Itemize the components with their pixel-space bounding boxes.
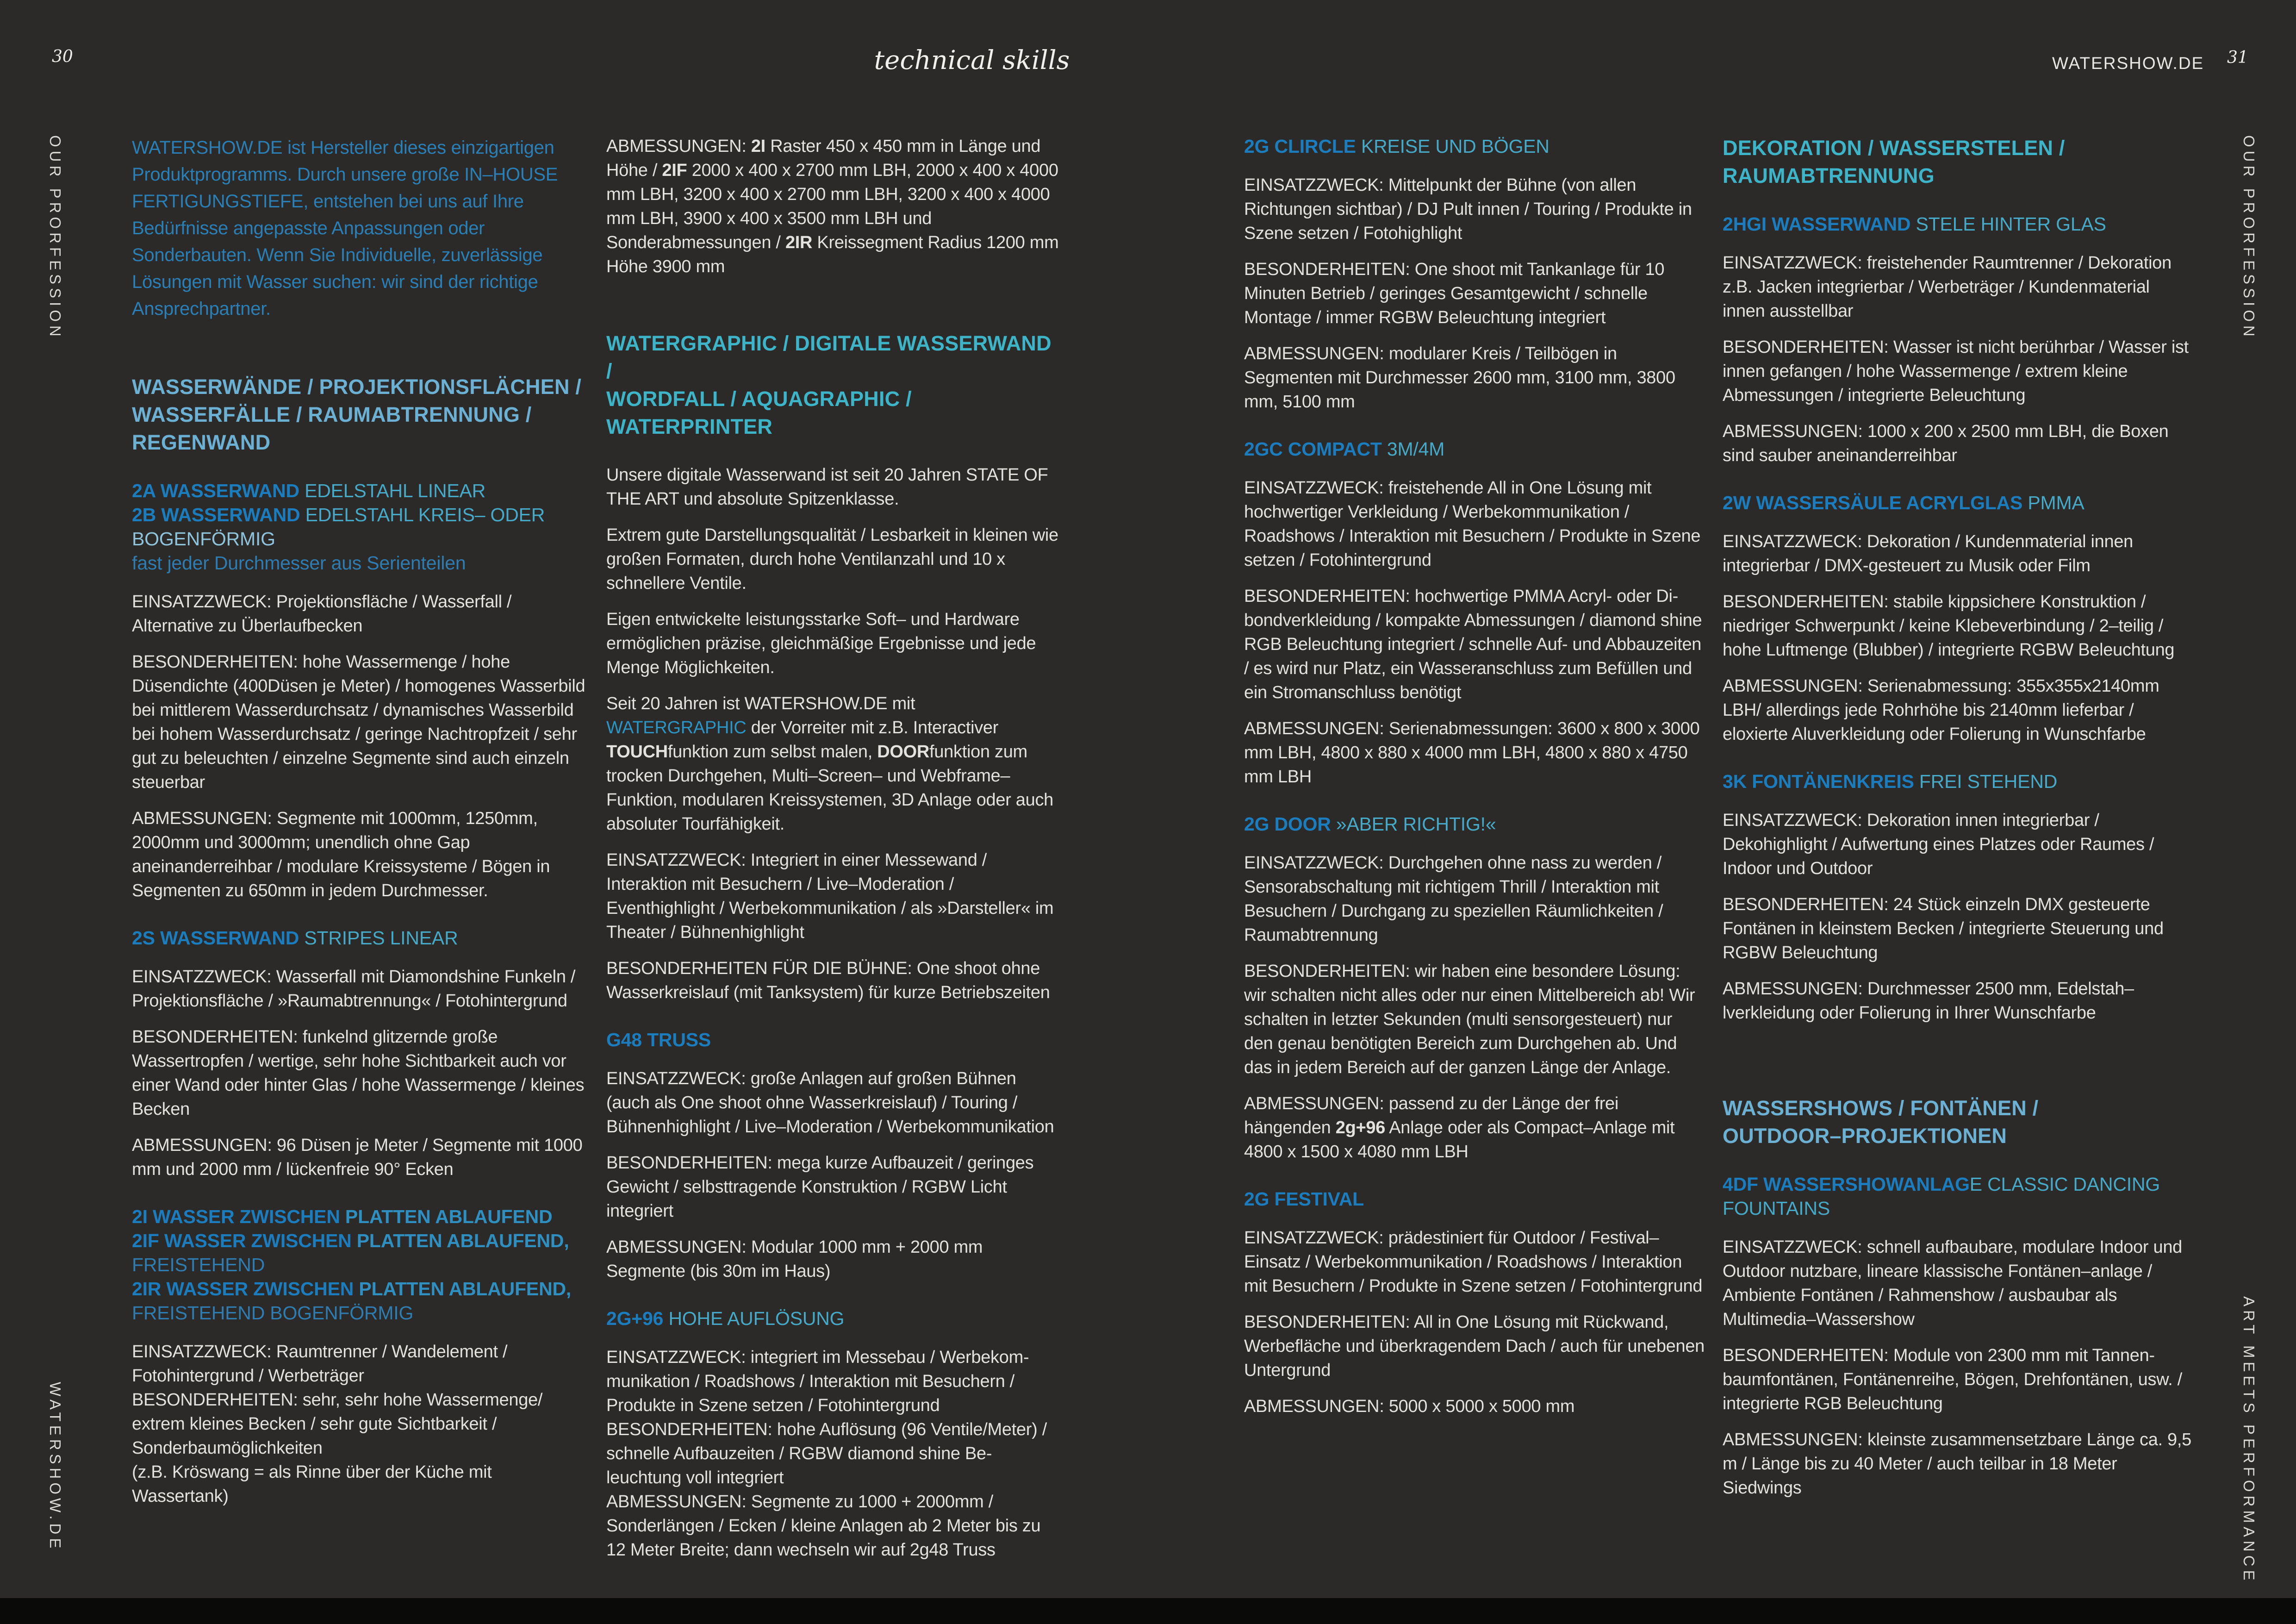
text-run: DOOR <box>877 742 930 762</box>
text-run: 2G CLIRCLE <box>1244 136 1356 157</box>
text-run: 2000 x 400 x 2700 mm LBH, 2000 x 400 x 4000 mm LBH, 3200 x 400 x 2700 mm LBH, 3200 x 400 x 4000 mm LBH, 3900 x 400 x 3500 mm LBH und Sonderabmessungen / <box>606 161 1058 252</box>
rail-right-top: OUR PRORFESSION <box>2240 135 2258 340</box>
paragraph <box>1723 1428 2192 1500</box>
heading-line <box>606 1028 1060 1052</box>
text-run: EINSATZZWECK: freistehender Raumtrenner / Dekoration z.B. Jacken integrierbar / Werbeträger / Kundenmaterial innen ausstellbar <box>1723 253 2172 321</box>
text-run: WATERGRAPHIC / DIGITALE WASSERWAND / <box>606 331 1052 383</box>
text-run: »ABER RICHTIG!« <box>1331 813 1496 835</box>
text-run: EINSATZZWECK: Raumtrenner / Wandelement / Fotohintergrund / Werbeträger <box>132 1342 508 1386</box>
text-run: EINSATZZWECK: schnell aufbaubare, modulare Indoor und Outdoor nutzbare, lineare klassische Fontänen–anlage / Ambiente Fontänen / Rahmenshow / ausbaubar als Multimedia–Wassershow <box>1723 1237 2182 1329</box>
heading <box>606 330 1060 441</box>
text-run: 2IR <box>785 233 813 252</box>
text-run: STELE HINTER GLAS <box>1910 213 2106 235</box>
heading <box>1723 1094 2192 1150</box>
column-4 <box>1723 134 2192 1512</box>
heading-line <box>1244 812 1705 836</box>
text-run: ABMESSUNGEN: kleinste zusammensetzbare Länge ca. 9,5 m / Länge bis zu 40 Meter / auch teilbar in 18 Meter Siedwings <box>1723 1430 2191 1498</box>
page-title: technical skills <box>874 45 1070 75</box>
paragraph <box>606 1151 1060 1223</box>
paragraph <box>606 848 1060 944</box>
text-run: EINSATZZWECK: Wasserfall mit Diamondshine Funkeln / Projektionsfläche / »Raumabtrennung« / Fotohintergrund <box>132 967 576 1011</box>
text-run: BOGENFÖRMIG <box>132 528 275 550</box>
heading <box>132 479 588 575</box>
text-run: 2G DOOR <box>1244 813 1331 835</box>
text-run: BESONDERHEITEN: hochwertige PMMA Acryl- oder Di-bondverkleidung / kompakte Abmessungen / diamond shine RGB Beleuchtung integriert / schnelle Auf- und Abbauzeiten / es wird nur Platz, ein Wasseranschluss zum Befüllen und ein Stromanschluss benötigt <box>1244 587 1702 702</box>
heading-line <box>132 373 588 401</box>
heading <box>606 1306 1060 1330</box>
column-1 <box>132 134 588 1508</box>
text-run: funktion zum trocken Durchgehen, Multi–Screen– und Webframe–Funktion, modularen Kreissystemen, 3D Anlage oder auch absoluter Tourfähigkeit. <box>606 742 1054 834</box>
text-run: EINSATZZWECK: freistehende All in One Lösung mit hochwertiger Verkleidung / Werbekommunikation / Roadshows / Interaktion mit Besuchern / Produkte in Szene setzen / Fotohintergrund <box>1244 478 1701 570</box>
heading-line <box>1723 1122 2192 1150</box>
heading-line <box>1723 134 2192 162</box>
heading-line <box>606 1306 1060 1330</box>
heading-line <box>132 401 588 429</box>
paragraph <box>1244 851 1705 947</box>
heading <box>1244 812 1705 836</box>
text-run: ABMESSUNGEN: 1000 x 200 x 2500 mm LBH, die Boxen sind sauber aneinanderreihbar <box>1723 422 2169 465</box>
text-run: REGENWAND <box>132 431 271 454</box>
text-run: 2G FESTIVAL <box>1244 1188 1364 1210</box>
text-run: funktion zum selbst malen, <box>667 742 877 762</box>
text-run: EINSATZZWECK: Projektionsfläche / Wasserfall / Alternative zu Überlaufbecken <box>132 592 512 636</box>
text-run: BESONDERHEITEN: wir haben eine besondere Lösung: wir schalten nicht alles oder nur einen Mittelbereich ab! Wir schalten in letzter Sekunden (multi sensorgesteuert) nur den genau benötigten Bereich zum Durchgehen ab. Und das in jedem Bereich auf der ganzen Länge der Anlage. <box>1244 962 1695 1077</box>
paragraph <box>1244 717 1705 789</box>
paragraph <box>1244 476 1705 572</box>
text-run: HOHE AUFLÖSUNG <box>663 1308 845 1329</box>
text-run: 2G+96 <box>606 1308 664 1329</box>
column-2 <box>606 134 1060 1574</box>
paragraph <box>606 1490 1060 1562</box>
paragraph <box>606 956 1060 1005</box>
text-run: DEKORATION / WASSERSTELEN / <box>1723 136 2065 160</box>
text-run: BESONDERHEITEN: funkelnd glitzernde große Wassertropfen / wertige, sehr hohe Sichtbarkeit auch vor einer Wand oder hinter Glas / hohe Wassermenge / kleines Becken <box>132 1027 585 1119</box>
text-run: PLATTEN ABLAUFEND, <box>351 1230 569 1251</box>
text-run: E CLASSIC DANCING FOUNTAINS <box>1723 1174 2160 1219</box>
text-run: ABMESSUNGEN: Segmente zu 1000 + 2000mm / Sonderlängen / Ecken / kleine Anlagen ab 2 Meter bis zu 12 Meter Breite; dann wechseln wir auf 2g48 Truss <box>606 1492 1041 1560</box>
heading-line <box>1723 491 2192 515</box>
text-run: Anlage oder als Compact–Anlage mit 4800 x 1500 x 4080 mm LBH <box>1244 1118 1675 1162</box>
paragraph <box>606 1235 1060 1283</box>
text-run: 2A WASSERWAND <box>132 480 299 501</box>
text-run: 3K FONTÄNENKREIS <box>1723 771 1914 792</box>
text-run: EINSATZZWECK: Integriert in einer Messewand / Interaktion mit Besuchern / Live–Moderation / Eventhighlight / Werbekommunikation / als »Darsteller« im Theater / Bühnenhighlight <box>606 850 1054 942</box>
heading-line <box>1723 212 2192 236</box>
text-run: STRIPES LINEAR <box>299 927 458 949</box>
text-run: EDELSTAHL KREIS– ODER <box>300 504 545 525</box>
text-run: ABMESSUNGEN: modularer Kreis / Teilbögen in Segmenten mit Durchmesser 2600 mm, 3100 mm, 3800 mm, 5100 mm <box>1244 344 1675 412</box>
paragraph <box>606 1067 1060 1139</box>
heading-line <box>132 1205 588 1229</box>
text-run: Extrem gute Darstellungsqualität / Lesbarkeit in kleinen wie großen Formaten, durch hohe Ventilanzahl und 10 x schnellere Ventile. <box>606 525 1058 593</box>
heading <box>132 1205 588 1325</box>
heading <box>1723 491 2192 515</box>
text-run: BESONDERHEITEN: All in One Lösung mit Rückwand, Werbefläche und überkragendem Dach / auch für unebenen Untergrund <box>1244 1312 1705 1380</box>
text-run: 2W WASSERSÄULE ACRYLGLAS <box>1723 492 2023 513</box>
text-run: BESONDERHEITEN: hohe Wassermenge / hohe Düsendichte (400Düsen je Meter) / homogenes Wasserbild bei mittlerem Wasserdurchsatz / dynamisches Wasserbild bei hohem Wasserdurchsatz / geringe Nachtropfzeit / sehr gut zu beleuchten / einzelne Segmente sind auch einzeln steuerbar <box>132 652 585 792</box>
heading-line <box>1723 162 2192 190</box>
paragraph <box>606 463 1060 511</box>
text-run: 2g+96 <box>1335 1118 1386 1137</box>
text-run: 2I WASSER ZWISCHEN <box>132 1206 340 1227</box>
text-run: WASSERSHOWS / FONTÄNEN / <box>1723 1096 2039 1120</box>
text-run: ABMESSUNGEN: Serienabmessungen: 3600 x 800 x 3000 mm LBH, 4800 x 880 x 4000 mm LBH, 4800 x 880 x 4750 mm LBH <box>1244 719 1700 787</box>
paragraph <box>132 650 588 794</box>
heading-line <box>606 330 1060 385</box>
text-run: 2S WASSERWAND <box>132 927 299 949</box>
text-run: WATERSHOW.DE ist Hersteller dieses einzigartigen Produktprogramms. Durch unsere große IN–HOUSE FERTIGUNGSTIEFE, entstehen bei uns auf Ihre Bedürfnisse angepasste Anpassungen oder Sonderbauten. Wenn Sie Individuelle, zuverlässige Lösungen mit Wasser suchen: wir sind der richtige Ansprechpartner. <box>132 137 558 319</box>
text-run: ABMESSUNGEN: Segmente mit 1000mm, 1250mm, 2000mm und 3000mm; unendlich ohne Gap aneinanderreihbar / modulare Kreissysteme / Bögen in Segmenten zu 650mm in jedem Durchmesser. <box>132 809 550 900</box>
paragraph <box>132 1340 588 1388</box>
heading-line <box>1244 1187 1705 1211</box>
heading-line <box>1723 769 2192 793</box>
text-run: BESONDERHEITEN: 24 Stück einzeln DMX gesteuerte Fontänen in kleinstem Becken / integrierte Steuerung und RGBW Beleuchtung <box>1723 895 2164 962</box>
text-run: 2B WASSERWAND <box>132 504 300 525</box>
heading <box>1723 1172 2192 1220</box>
text-run: RAUMABTRENNUNG <box>1723 164 1935 187</box>
heading-line <box>132 1229 588 1253</box>
text-run: KREISE UND BÖGEN <box>1356 136 1549 157</box>
heading <box>1723 769 2192 793</box>
rail-left-top: OUR PRORFESSION <box>47 135 64 340</box>
text-run: BESONDERHEITEN FÜR DIE BÜHNE: One shoot ohne Wasserkreislauf (mit Tanksystem) für kurze Betriebszeiten <box>606 959 1050 1002</box>
paragraph <box>606 607 1060 680</box>
rail-left-bottom: WATERSHOW.DE <box>47 1382 64 1552</box>
text-run: ABMESSUNGEN: Durchmesser 2500 mm, Edelstah–lverkleidung oder Folierung in Ihrer Wunschfarbe <box>1723 979 2134 1023</box>
text-run: OUTDOOR–PROJEKTIONEN <box>1723 1124 2007 1148</box>
text-run: 2IR WASSER ZWISCHEN <box>132 1278 354 1299</box>
heading-line <box>1244 437 1705 461</box>
paragraph <box>132 1025 588 1121</box>
paragraph <box>1723 1343 2192 1416</box>
column-3 <box>1244 134 1705 1430</box>
page-number-right: 31 <box>2227 48 2248 67</box>
rail-right-bottom: ART MEETS PERFORMANCE <box>2240 1296 2258 1584</box>
paragraph <box>1244 257 1705 330</box>
text-run: BESONDERHEITEN: sehr, sehr hohe Wassermenge/ extrem kleines Becken / sehr gute Sichtbarkeit / Sonderbaumöglichkeiten <box>132 1390 543 1458</box>
text-run: TOUCH <box>606 742 668 762</box>
text-run: WASSERWÄNDE / PROJEKTIONSFLÄCHEN / <box>132 375 582 399</box>
paragraph <box>1723 251 2192 323</box>
heading <box>1244 134 1705 158</box>
paragraph <box>1723 1235 2192 1331</box>
text-run: Unsere digitale Wasserwand ist seit 20 Jahren STATE OF THE ART und absolute Spitzenklasse. <box>606 465 1048 509</box>
heading-line <box>132 1301 588 1325</box>
text-run: FREI STEHEND <box>1914 771 2058 792</box>
paragraph <box>606 523 1060 595</box>
paragraph <box>1244 1310 1705 1382</box>
text-run: WORDFALL / AQUAGRAPHIC / WATERPRINTER <box>606 387 912 438</box>
text-run: Kreissegment Radius 1200 mm Höhe 3900 mm <box>606 233 1059 276</box>
paragraph <box>606 1418 1060 1490</box>
text-run: 4DF WASSERSHOWANLAG <box>1723 1174 1970 1195</box>
paragraph <box>1244 173 1705 245</box>
text-run: PMMA <box>2022 492 2084 513</box>
text-run: BESONDERHEITEN: hohe Auflösung (96 Ventile/Meter) / schnelle Aufbauzeiten / RGBW diamond shine Be-leuchtung voll integriert <box>606 1420 1047 1487</box>
paragraph <box>1244 1394 1705 1418</box>
paragraph <box>132 1388 588 1460</box>
text-run: PLATTEN ABLAUFEND, <box>354 1278 572 1299</box>
text-run: EINSATZZWECK: Dekoration / Kundenmaterial innen integrierbar / DMX-gesteuert zu Musik oder Film <box>1723 532 2134 575</box>
brand-name: WATERSHOW.DE <box>2052 54 2204 73</box>
text-run: EINSATZZWECK: Durchgehen ohne nass zu werden / Sensorabschaltung mit richtigem Thrill / Interaktion mit Besuchern / Durchgang zu speziellen Räumlichkeiten / Raumabtrennung <box>1244 853 1663 945</box>
paragraph <box>1723 590 2192 662</box>
text-run: FREISTEHEND <box>132 1254 265 1275</box>
text-run: WATERGRAPHIC <box>606 718 747 737</box>
text-run: Seit 20 Jahren ist WATERSHOW.DE mit <box>606 694 915 713</box>
heading <box>132 926 588 950</box>
heading-line <box>132 1253 588 1277</box>
text-run: ABMESSUNGEN: Modular 1000 mm + 2000 mm Segmente (bis 30m im Haus) <box>606 1237 983 1281</box>
intro-paragraph <box>132 134 588 322</box>
text-run: EINSATZZWECK: Dekoration innen integrierbar / Dekohighlight / Aufwertung eines Platzes oder Raumes / Indoor und Outdoor <box>1723 811 2154 878</box>
paragraph <box>132 1460 588 1508</box>
text-run: EINSATZZWECK: große Anlagen auf großen Bühnen (auch als One shoot ohne Wasserkreislauf) / Touring / Bühnenhighlight / Live–Moderation / Werbekommunikation <box>606 1069 1054 1137</box>
paragraph <box>1244 342 1705 414</box>
paragraph <box>606 134 1060 279</box>
text-run: ABMESSUNGEN: <box>606 137 751 156</box>
text-run: fast jeder Durchmesser aus Serienteilen <box>132 552 466 574</box>
text-run: (z.B. Kröswang = als Rinne über der Küche mit Wassertank) <box>132 1462 492 1506</box>
text-run: 2GC COMPACT <box>1244 438 1382 460</box>
text-run: FREISTEHEND BOGENFÖRMIG <box>132 1302 414 1324</box>
paragraph <box>1723 893 2192 965</box>
paragraph <box>1723 808 2192 881</box>
text-run: 2IF WASSER ZWISCHEN <box>132 1230 352 1251</box>
heading-line <box>132 1277 588 1301</box>
heading <box>606 1028 1060 1052</box>
heading <box>1723 134 2192 190</box>
text-run: 2I <box>751 137 765 156</box>
heading-line <box>132 429 588 456</box>
heading-line <box>132 551 588 575</box>
paragraph <box>1723 674 2192 746</box>
paragraph <box>1244 959 1705 1080</box>
paragraph <box>132 1133 588 1181</box>
heading-line <box>1723 1094 2192 1122</box>
text-run: ABMESSUNGEN: Serienabmessung: 355x355x2140mm LBH/ allerdings jede Rohrhöhe bis 2140mm lieferbar / eloxierte Aluverkleidung oder Folierung in Wunschfarbe <box>1723 676 2159 744</box>
paragraph <box>1723 530 2192 578</box>
page-number-left: 30 <box>52 47 73 66</box>
text-run: EINSATZZWECK: integriert im Messebau / Werbekom-munikation / Roadshows / Interaktion mit Besuchern / Produkte in Szene setzen / Fotohintergrund <box>606 1348 1029 1415</box>
text-run: 2IF <box>662 161 687 180</box>
heading-line <box>606 385 1060 441</box>
paragraph <box>1244 1226 1705 1298</box>
text-run: PLATTEN ABLAUFEND <box>340 1206 553 1227</box>
text-run: der Vorreiter mit z.B. Interactiver <box>746 718 999 737</box>
text-run: BESONDERHEITEN: stabile kippsichere Konstruktion / niedriger Schwerpunkt / keine Klebeverbindung / 2–teilig / hohe Luftmenge (Blubber) / integrierte RGBW Beleuchtung <box>1723 592 2175 660</box>
text-run: EINSATZZWECK: prädestiniert für Outdoor / Festival–Einsatz / Werbekommunikation / Roadshows / Interaktion mit Besuchern / Produkte in Szene setzen / Fotohintergrund <box>1244 1228 1703 1296</box>
text-run: EINSATZZWECK: Mittelpunkt der Bühne (von allen Richtungen sichtbar) / DJ Pult innen / Touring / Produkte in Szene setzen / Fotohighlight <box>1244 175 1692 243</box>
text-run: BESONDERHEITEN: One shoot mit Tankanlage für 10 Minuten Betrieb / geringes Gesamtgewicht / schnelle Montage / immer RGBW Beleuchtung integriert <box>1244 260 1665 327</box>
text-run: Eigen entwickelte leistungsstarke Soft– und Hardware ermöglichen präzise, gleichmäßige Ergebnisse und jede Menge Möglichkeiten. <box>606 610 1036 677</box>
heading <box>132 373 588 456</box>
heading <box>1244 1187 1705 1211</box>
text-run: ABMESSUNGEN: 5000 x 5000 x 5000 mm <box>1244 1397 1575 1416</box>
text-run: 2HGI WASSERWAND <box>1723 213 1911 235</box>
text-run: G48 TRUSS <box>606 1029 711 1050</box>
heading-line <box>1723 1172 2192 1220</box>
paragraph <box>1723 977 2192 1025</box>
paragraph <box>606 692 1060 836</box>
paragraph <box>132 965 588 1013</box>
paragraph <box>1244 1092 1705 1164</box>
text-run: Raster 450 x 450 mm in Länge und Höhe / <box>606 137 1041 180</box>
heading-line <box>132 926 588 950</box>
text-run: ABMESSUNGEN: 96 Düsen je Meter / Segmente mit 1000 mm und 2000 mm / lückenfreie 90° Ecken <box>132 1136 583 1179</box>
paragraph <box>606 1345 1060 1418</box>
paragraph <box>1723 419 2192 468</box>
paragraph <box>132 590 588 638</box>
text-run: BESONDERHEITEN: Wasser ist nicht berührbar / Wasser ist innen gefangen / hohe Wassermenge / extrem kleine Abmessungen / integrierte Beleuchtung <box>1723 337 2189 405</box>
paragraph <box>1244 584 1705 705</box>
heading <box>1723 212 2192 236</box>
bottom-bar <box>0 1598 2296 1624</box>
text-run: BESONDERHEITEN: Module von 2300 mm mit Tannen-baumfontänen, Fontänenreihe, Bögen, Drehfontänen, usw. / integrierte RGB Beleuchtung <box>1723 1346 2183 1413</box>
heading-line <box>1244 134 1705 158</box>
text-run: BESONDERHEITEN: mega kurze Aufbauzeit / geringes Gewicht / selbsttragende Konstruktion / RGBW Licht integriert <box>606 1153 1034 1221</box>
text-run: 3M/4M <box>1381 438 1445 460</box>
text-run: WASSERFÄLLE / RAUMABTRENNUNG / <box>132 403 532 426</box>
text-run: EDELSTAHL LINEAR <box>299 480 486 501</box>
heading-line <box>132 479 588 503</box>
heading-line <box>132 527 588 551</box>
paragraph <box>132 806 588 903</box>
paragraph <box>1723 335 2192 407</box>
heading <box>1244 437 1705 461</box>
text-run: ABMESSUNGEN: passend zu der Länge der frei hängenden <box>1244 1094 1619 1137</box>
heading-line <box>132 503 588 527</box>
